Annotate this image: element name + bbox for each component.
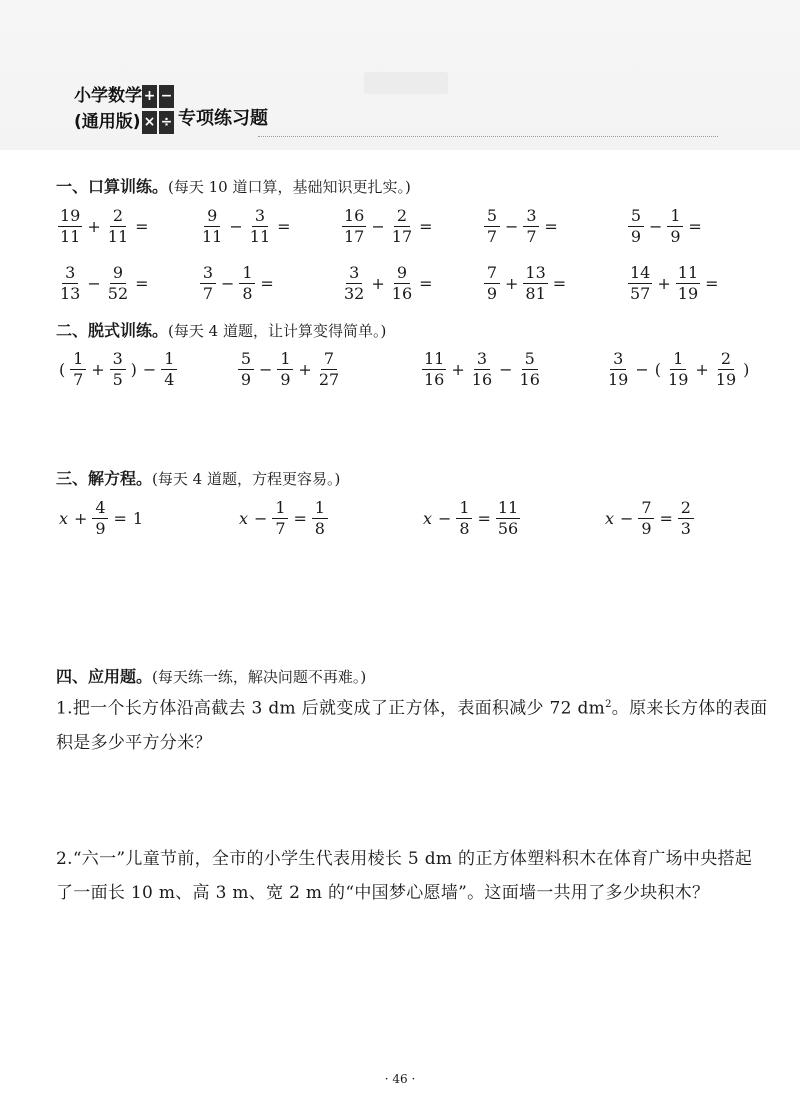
oral-expr [56, 258, 152, 308]
fraction-denominator: 7 [202, 283, 214, 303]
fraction [248, 207, 272, 246]
fraction-denominator: 7 [275, 518, 286, 538]
fraction-denominator: 4 [164, 369, 175, 389]
fraction [110, 350, 126, 389]
fraction [606, 350, 630, 389]
operator: + [74, 508, 88, 528]
section-1-note: (每天 10 道口算，基础知识更扎实。) [168, 178, 411, 196]
operator: − [87, 273, 101, 293]
fraction [317, 350, 341, 389]
fraction-numerator: 7 [484, 264, 500, 284]
operator: − [635, 359, 649, 379]
fraction-denominator: 7 [486, 226, 498, 246]
fraction-numerator: 3 [474, 350, 490, 370]
fraction [390, 264, 414, 303]
fraction-numerator: 3 [110, 350, 126, 370]
operator-icons [142, 85, 174, 135]
oral-expr [482, 201, 561, 251]
fraction-numerator: 1 [670, 350, 686, 370]
fraction-numerator: 5 [522, 350, 538, 370]
fraction-numerator: 3 [346, 264, 362, 284]
fraction-numerator: 5 [484, 207, 500, 227]
operator: − [221, 273, 235, 293]
operator: ( [59, 359, 66, 379]
fraction [523, 264, 547, 303]
fraction-denominator: 17 [391, 226, 413, 246]
header-decoration [364, 72, 448, 94]
fraction [277, 350, 293, 389]
fraction-numerator: 11 [677, 262, 699, 282]
word-problem-1 [56, 688, 768, 760]
section-3-heading: 三、解方程。 [56, 469, 153, 488]
fraction [58, 207, 82, 246]
operator: ( [654, 359, 662, 379]
operator: + [91, 359, 105, 379]
fraction-denominator: 9 [280, 369, 291, 389]
fraction-numerator: 1 [161, 350, 177, 370]
fraction [628, 264, 652, 303]
fraction-denominator: 19 [715, 369, 737, 389]
variable: x [423, 508, 433, 528]
operator: = [293, 508, 307, 528]
fraction-numerator: 1 [239, 264, 255, 284]
operator: = [277, 216, 291, 236]
fraction [106, 264, 130, 303]
operator: − [649, 216, 663, 236]
fraction [200, 264, 216, 303]
operator: + [695, 359, 709, 379]
variable: x [239, 508, 249, 528]
fraction [106, 207, 130, 246]
fraction-numerator: 3 [62, 264, 78, 284]
fraction-denominator: 9 [630, 226, 642, 246]
fraction-denominator: 8 [242, 283, 253, 303]
oral-expr [56, 201, 152, 251]
oral-expr [198, 258, 277, 308]
fraction [676, 264, 700, 303]
times-icon: × [142, 111, 157, 134]
fraction-denominator: 7 [526, 226, 537, 246]
operator: + [298, 359, 312, 379]
fraction [58, 264, 82, 303]
fraction [714, 350, 738, 389]
fraction-denominator: 8 [314, 518, 325, 538]
fraction-denominator: 19 [608, 369, 629, 389]
fraction [70, 350, 86, 389]
fraction [390, 207, 414, 246]
equation-expr [420, 493, 522, 543]
fraction-denominator: 16 [424, 369, 445, 389]
fraction-numerator: 2 [394, 207, 410, 227]
section-3-note: (每天 4 道题，方程更容易。) [152, 470, 341, 488]
fraction-denominator: 81 [525, 283, 546, 303]
section-2-heading: 二、脱式训练。 [56, 321, 169, 340]
fraction-numerator: 14 [630, 262, 651, 282]
oral-expr [340, 201, 436, 251]
stepwise-expr [56, 344, 179, 394]
fraction-denominator: 19 [668, 369, 689, 389]
brand-block [74, 84, 142, 136]
section-1-heading: 一、口算训练。 [56, 177, 169, 196]
fraction-denominator: 3 [680, 518, 691, 538]
fraction-numerator: 3 [200, 264, 216, 284]
oral-expr [482, 258, 569, 308]
fraction [456, 499, 472, 538]
operator: + [371, 273, 385, 293]
operator: − [620, 508, 634, 528]
fraction-denominator: 7 [73, 369, 84, 389]
fraction-denominator: 19 [677, 283, 699, 303]
problem-1-text-b: 。原来长方体的表面积是多少平方分米？ [56, 698, 768, 753]
fraction-numerator: 19 [60, 205, 81, 225]
stepwise-expr [420, 344, 544, 394]
page-number: · 46 · [384, 1072, 416, 1086]
operator: + [657, 273, 671, 293]
stepwise-row [0, 344, 800, 394]
fraction-numerator: 1 [312, 499, 328, 519]
fraction [518, 350, 542, 389]
fraction-numerator: 1 [70, 350, 86, 370]
brand-line-1: 小学数学 [74, 86, 142, 106]
operator: = [544, 216, 558, 236]
operator: − [499, 359, 513, 379]
operator: + [505, 273, 519, 293]
fraction [200, 207, 224, 246]
fraction [666, 350, 690, 389]
fraction [523, 207, 539, 246]
fraction-numerator: 9 [110, 264, 126, 284]
fraction-numerator: 3 [610, 350, 626, 370]
section-4-heading: 四、应用题。 [56, 667, 153, 686]
fraction-denominator: 9 [670, 226, 681, 246]
operator: − [229, 216, 243, 236]
fraction [628, 207, 644, 246]
section-1-title [56, 174, 411, 197]
fraction-numerator: 11 [497, 497, 519, 517]
fraction-numerator: 16 [344, 205, 365, 225]
operator: − [505, 216, 519, 236]
operator: = [135, 273, 149, 293]
fraction [342, 264, 366, 303]
divide-icon: ÷ [159, 111, 174, 134]
fraction [422, 350, 446, 389]
operator: = [705, 273, 719, 293]
series-title: 专项练习题 [178, 108, 268, 129]
fraction [638, 499, 654, 538]
operator: − [371, 216, 385, 236]
fraction [342, 207, 366, 246]
header-divider [258, 136, 718, 137]
plus-icon: + [142, 85, 157, 108]
problem-1-superscript: 2 [605, 699, 612, 710]
operator: = [260, 273, 274, 293]
section-3-title [56, 466, 340, 489]
section-4-note: (每天练一练，解决问题不再难。) [152, 668, 367, 686]
fraction-denominator: 16 [391, 283, 413, 303]
equation-expr [236, 493, 330, 543]
operator: = [113, 508, 127, 528]
minus-icon: − [159, 85, 174, 108]
fraction-denominator: 9 [95, 518, 106, 538]
fraction-numerator: 9 [204, 207, 220, 227]
fraction-denominator: 27 [318, 369, 340, 389]
fraction-numerator: 9 [394, 264, 410, 284]
page-header [0, 0, 800, 150]
operator: + [451, 359, 465, 379]
fraction [470, 350, 494, 389]
fraction-denominator: 11 [107, 226, 129, 246]
fraction [678, 499, 694, 538]
section-4-title [56, 664, 366, 687]
operator: = [419, 216, 433, 236]
operator: = [419, 273, 433, 293]
fraction-denominator: 52 [107, 283, 129, 303]
operator: − [254, 508, 268, 528]
fraction-numerator: 13 [525, 262, 546, 282]
operator: − [438, 508, 452, 528]
fraction-numerator: 7 [321, 350, 337, 370]
fraction [92, 499, 108, 538]
fraction-denominator: 8 [459, 518, 470, 538]
fraction-denominator: 17 [344, 226, 365, 246]
fraction-numerator: 1 [456, 499, 472, 519]
fraction-numerator: 2 [718, 350, 734, 370]
fraction-denominator: 9 [240, 369, 252, 389]
section-2-note: (每天 4 道题，让计算变得简单。) [168, 322, 387, 340]
fraction-numerator: 11 [424, 348, 445, 368]
problem-1-text-a: 1.把一个长方体沿高截去 3 dm 后就变成了正方体，表面积减少 72 dm [56, 698, 606, 719]
brand-line-2: (通用版) [74, 112, 141, 132]
equation-expr [602, 493, 696, 543]
operator: = [688, 216, 702, 236]
fraction-denominator: 9 [641, 518, 652, 538]
fraction-denominator: 16 [471, 369, 493, 389]
fraction-denominator: 11 [202, 226, 223, 246]
operator: + [87, 216, 101, 236]
oral-expr [340, 258, 436, 308]
fraction-denominator: 16 [519, 369, 540, 389]
fraction-numerator: 5 [628, 207, 644, 227]
stepwise-expr [604, 344, 752, 394]
operator: = [477, 508, 491, 528]
fraction [161, 350, 177, 389]
fraction-numerator: 4 [92, 499, 108, 519]
fraction-denominator: 11 [60, 226, 81, 246]
equation-row [0, 493, 800, 543]
fraction [496, 499, 520, 538]
oral-row-1 [0, 201, 800, 251]
fraction-numerator: 7 [638, 499, 654, 519]
variable: x [59, 508, 69, 528]
section-2-title [56, 318, 386, 341]
operator: 1 [132, 508, 144, 528]
operator: ) [743, 359, 750, 379]
fraction-numerator: 2 [110, 207, 126, 227]
fraction-denominator: 32 [344, 283, 365, 303]
fraction [312, 499, 328, 538]
fraction-numerator: 1 [667, 207, 683, 227]
fraction [484, 264, 500, 303]
oral-expr [626, 258, 722, 308]
operator: = [135, 216, 149, 236]
fraction-denominator: 57 [630, 283, 651, 303]
operator: − [259, 359, 273, 379]
oral-expr [198, 201, 294, 251]
fraction [239, 264, 255, 303]
fraction-denominator: 9 [486, 283, 498, 303]
fraction [272, 499, 288, 538]
fraction [484, 207, 500, 246]
fraction-denominator: 13 [60, 283, 81, 303]
stepwise-expr [236, 344, 343, 394]
oral-expr [626, 201, 705, 251]
fraction-numerator: 1 [272, 499, 288, 519]
operator: = [659, 508, 673, 528]
oral-row-2 [0, 258, 800, 308]
word-problem-2: 2.“六一”儿童节前，全市的小学生代表用棱长 5 dm 的正方体塑料积木在体育广场中央搭起了一面长 10 m、高 3 m、宽 2 m 的“中国梦心愿墙”。这面墙一共用了多少块积木？ [56, 849, 753, 903]
fraction-numerator: 3 [523, 207, 539, 227]
fraction [667, 207, 683, 246]
fraction-denominator: 5 [112, 369, 123, 389]
fraction-numerator: 1 [277, 350, 293, 370]
fraction [238, 350, 254, 389]
fraction-numerator: 2 [678, 499, 694, 519]
fraction-denominator: 11 [249, 226, 271, 246]
equation-expr [56, 493, 146, 543]
operator: = [552, 273, 567, 293]
operator: − [142, 359, 157, 379]
variable: x [605, 508, 615, 528]
fraction-denominator: 56 [497, 518, 519, 538]
fraction-numerator: 5 [238, 350, 254, 370]
fraction-numerator: 3 [252, 207, 268, 227]
operator: ) [130, 359, 137, 379]
